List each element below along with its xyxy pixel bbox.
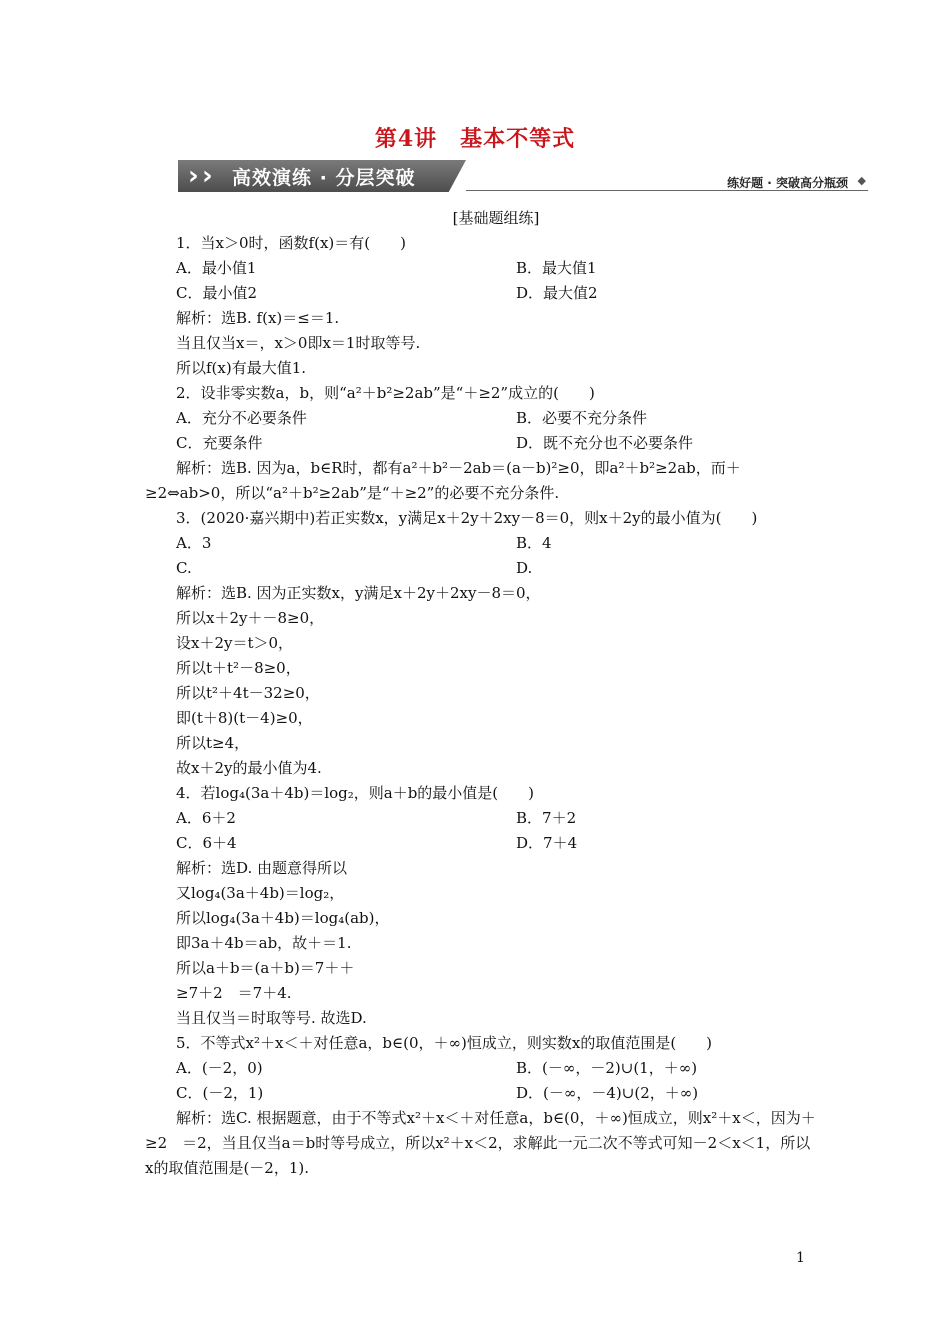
option-b: B．最大值1 [516, 259, 597, 277]
banner-title: 高效演练 · 分层突破 [232, 167, 416, 189]
question-4-options-cd [176, 831, 816, 856]
solution-line: 当且仅当＝时取等号. 故选D. [176, 1009, 367, 1027]
option-b: B．4 [516, 534, 552, 552]
option-a: A．充分不必要条件 [176, 409, 307, 427]
question-1-options-ab [176, 256, 816, 281]
option-c: C．6＋4 [176, 834, 237, 852]
solution-line: 所以t²＋4t－32≥0， [176, 684, 320, 702]
option-c: C．(－2，1) [176, 1084, 264, 1102]
option-c: C．充要条件 [176, 434, 263, 452]
option-a: A．3 [176, 534, 212, 552]
question-4-options-ab [176, 806, 816, 831]
solution-line: 又log₄(3a＋4b)＝log₂， [176, 884, 345, 902]
document-body [145, 206, 816, 1181]
solution-line: 解析：选D. 由题意得所以 [176, 859, 348, 877]
question-2-options-ab [176, 406, 816, 431]
option-b: B．7＋2 [516, 809, 577, 827]
option-c: C. [176, 559, 192, 577]
solution-line: 所以t≥4， [176, 734, 250, 752]
chevron-right-icon: › [188, 161, 199, 191]
question-2-options-cd [176, 431, 816, 456]
solution-line: 即3a＋4b＝ab，故＋＝1. [176, 934, 352, 952]
option-a: A．(－2，0) [176, 1059, 263, 1077]
option-d: D．既不充分也不必要条件 [516, 434, 694, 452]
option-b: B．(－∞，－2)∪(1，＋∞) [516, 1059, 698, 1077]
question-4-stem: 4．若log₄(3a＋4b)＝log₂，则a＋b的最小值是( ) [176, 784, 535, 802]
chevron-right-icon: › [202, 161, 213, 191]
solution-line: ≥7＋2 ＝7＋4. [176, 984, 292, 1002]
solution-line: 当且仅当x＝，x＞0即x＝1时取等号. [176, 334, 421, 352]
option-d: D．(－∞，－4)∪(2，＋∞) [516, 1084, 699, 1102]
option-c: C．最小值2 [176, 284, 258, 302]
page-number: 1 [796, 1250, 805, 1266]
question-5-options-ab [176, 1056, 816, 1081]
solution-line: 所以f(x)有最大值1. [176, 359, 307, 377]
option-b: B．必要不充分条件 [516, 409, 648, 427]
solution-line: 设x＋2y＝t＞0， [176, 634, 294, 652]
option-a: A．最小值1 [176, 259, 257, 277]
option-d: D. [516, 559, 533, 577]
solution-line: 所以log₄(3a＋4b)＝log₄(ab)， [176, 909, 390, 927]
question-3-options-cd [176, 556, 816, 581]
question-2-stem: 2．设非零实数a，b，则“a²＋b²≥2ab”是“＋≥2”成立的( ) [176, 384, 595, 402]
question-5-options-cd [176, 1081, 816, 1106]
solution-paragraph: 解析：选C. 根据题意，由于不等式x²＋x＜＋对任意a，b∈(0，＋∞)恒成立，则x²＋x＜，因为＋≥2 ＝2，当且仅当a＝b时等号成立，所以x²＋x＜2，求解此一元二次不等式可知－2＜x＜1，所以x的取值范围是(－2，1). [145, 1109, 816, 1177]
question-3-options-ab [176, 531, 816, 556]
solution-paragraph: 解析：选B. 因为a，b∈R时，都有a²＋b²－2ab＝(a－b)²≥0，即a²＋b²≥2ab，而＋≥2⇔ab>0，所以“a²＋b²≥2ab”是“＋≥2”的必要不充分条件. [145, 459, 741, 502]
question-1-stem: 1．当x＞0时，函数f(x)＝有( ) [176, 234, 406, 252]
solution-line: 故x＋2y的最小值为4. [176, 759, 322, 777]
solution-line: 解析：选B. 因为正实数x，y满足x＋2y＋2xy－8＝0， [176, 584, 541, 602]
option-d: D．最大值2 [516, 284, 598, 302]
solution-line: 解析：选B. f(x)＝≤＝1. [176, 309, 340, 327]
option-d: D．7＋4 [516, 834, 578, 852]
solution-line: 所以t＋t²－8≥0， [176, 659, 301, 677]
question-1-options-cd [176, 281, 816, 306]
banner-subtitle: 练好题 · 突破高分瓶颈 [727, 176, 848, 190]
section-banner [178, 160, 868, 196]
question-3-stem: 3．(2020·嘉兴期中)若正实数x，y满足x＋2y＋2xy－8＝0，则x＋2y的最小值为( ) [176, 509, 758, 527]
solution-line: 所以x＋2y＋－8≥0， [176, 609, 325, 627]
section-heading: [基础题组练] [452, 209, 540, 227]
solution-line: 即(t＋8)(t－4)≥0， [176, 709, 313, 727]
page-title: 第4讲 基本不等式 [374, 126, 576, 152]
option-a: A．6＋2 [176, 809, 236, 827]
solution-line: 所以a＋b＝(a＋b)＝7＋＋ [176, 959, 355, 977]
question-5-stem: 5．不等式x²＋x＜＋对任意a，b∈(0，＋∞)恒成立，则实数x的取值范围是( ) [176, 1034, 713, 1052]
diamond-icon: ◆ [857, 174, 866, 187]
